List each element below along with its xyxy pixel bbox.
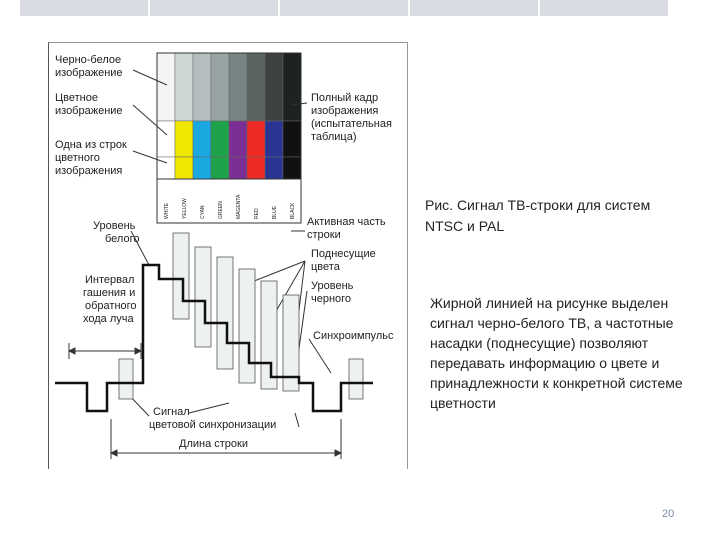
- color-bar-green: [211, 121, 229, 157]
- subcarrier-yellow: [173, 233, 189, 319]
- label-full-4: таблица): [311, 131, 357, 143]
- color-bar-magenta: [229, 121, 247, 157]
- bar-name-black: BLACK: [290, 202, 296, 219]
- bw-bar-red: [247, 53, 265, 121]
- bar-name-blue: BLUE: [272, 205, 278, 219]
- label-black-1: Уровень: [311, 280, 354, 292]
- burst-right: [349, 359, 363, 399]
- color-bar-black: [283, 121, 301, 157]
- bw-bar-green: [211, 53, 229, 121]
- bar-name-cyan: CYAN: [200, 205, 206, 219]
- color-bar-blue: [265, 121, 283, 157]
- label-sub-1: Поднесущие: [311, 248, 376, 260]
- subcarrier-green: [217, 257, 233, 369]
- label-white-1: Уровень: [93, 220, 136, 232]
- subcarrier-cyan: [195, 247, 211, 347]
- label-white-2: белого: [105, 233, 140, 245]
- label-row-1: Одна из строк: [55, 139, 127, 151]
- label-full-3: (испытательная: [311, 118, 392, 130]
- row-bar-red: [247, 157, 265, 179]
- top-bar: [20, 0, 668, 16]
- subcarrier-red: [261, 281, 277, 389]
- label-interval-3: обратного: [85, 300, 137, 312]
- label-black-2: черного: [311, 293, 352, 305]
- diagram-svg: [49, 43, 407, 469]
- label-sync: Синхроимпульс: [313, 330, 394, 342]
- row-bar-magenta: [229, 157, 247, 179]
- color-bars: [157, 121, 301, 179]
- bar-name-red: RED: [254, 208, 260, 219]
- bw-bar-blue: [265, 53, 283, 121]
- label-full-1: Полный кадр: [311, 92, 379, 104]
- bar-name-white: WHITE: [164, 202, 170, 219]
- color-bar-cyan: [193, 121, 211, 157]
- color-bar-yellow: [175, 121, 193, 157]
- label-sub-2: цвета: [311, 261, 340, 273]
- label-active-1: Активная часть: [307, 216, 386, 228]
- color-bar-red: [247, 121, 265, 157]
- label-row-2: цветного: [55, 152, 100, 164]
- page-number: 20: [662, 508, 675, 520]
- label-active-2: строки: [307, 229, 341, 241]
- burst-left: [119, 359, 133, 399]
- subcarrier-magenta: [239, 269, 255, 383]
- top-bar-segment: [20, 0, 148, 16]
- top-bar-segment: [540, 0, 668, 16]
- label-length: Длина строки: [179, 438, 248, 450]
- row-bar-cyan: [193, 157, 211, 179]
- bar-name-green: GREEN: [218, 201, 224, 219]
- label-row-3: изображения: [55, 165, 123, 177]
- label-interval-4: хода луча: [83, 313, 134, 325]
- label-burst-2: цветовой синхронизации: [149, 419, 277, 431]
- row-bar-green: [211, 157, 229, 179]
- bw-bar-cyan: [193, 53, 211, 121]
- bw-bars: [157, 53, 301, 121]
- bw-bar-magenta: [229, 53, 247, 121]
- color-bar-white: [157, 121, 175, 157]
- label-interval-2: гашения и: [83, 287, 136, 299]
- caption-line-1: Рис. Сигнал ТВ-строки для систем: [425, 197, 651, 213]
- label-color-1: Цветное: [55, 92, 98, 104]
- label-interval-1: Интервал: [85, 274, 135, 286]
- label-bw-2: изображение: [55, 67, 123, 79]
- caption-line-2: NTSC и PAL: [425, 218, 505, 234]
- row-bar-yellow: [175, 157, 193, 179]
- label-bw-1: Черно-белое: [55, 54, 122, 66]
- bar-names: [164, 194, 296, 219]
- label-color-2: изображение: [55, 105, 123, 117]
- bw-bar-black: [283, 53, 301, 121]
- label-burst-1: Сигнал: [153, 406, 190, 418]
- bar-name-magenta: MAGENTA: [236, 194, 242, 219]
- bar-names-frame: [157, 179, 301, 223]
- bar-name-yellow: YELLOW: [182, 198, 188, 219]
- figure-caption: [425, 195, 695, 237]
- bw-bar-white: [157, 53, 175, 121]
- row-bar-blue: [265, 157, 283, 179]
- bw-bar-yellow: [175, 53, 193, 121]
- top-bar-segment: [410, 0, 538, 16]
- top-bar-segment: [150, 0, 278, 16]
- label-full-2: изображения: [311, 105, 379, 117]
- tv-line-diagram: [48, 42, 408, 469]
- row-bar-black: [283, 157, 301, 179]
- top-bar-segment: [280, 0, 408, 16]
- description-text: Жирной линией на рисунке выделен сигнал черно-белого ТВ, а частотные насадки (поднесущие) позволяют передавать информацию о цвете и принадлежности к конкретной системе цветности: [430, 295, 683, 411]
